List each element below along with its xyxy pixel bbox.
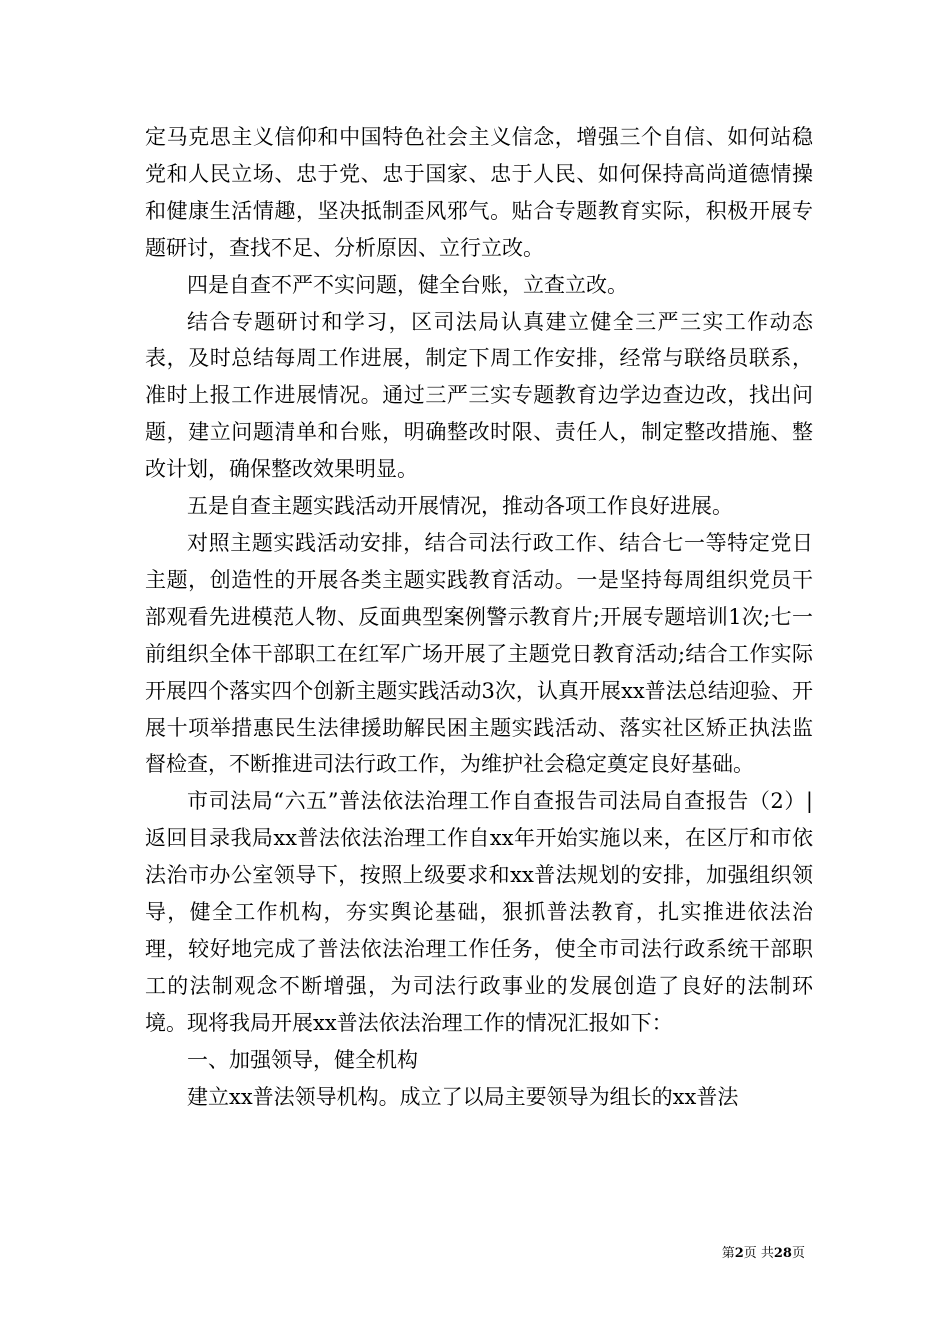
paragraph-heading-four: 四是自查不严不实问题，健全台账，立查立改。	[187, 272, 628, 297]
section-heading: 一、加强领导，健全机构	[187, 1047, 418, 1072]
footer-prefix: 第	[721, 1246, 735, 1261]
paragraph-continuation: 定马克思主义信仰和中国特色社会主义信念，增强三个自信、如何站稳党和人民立场、忠于党、忠于国家、忠于人民、如何保持高尚道德情操和健康生活情趣，坚决抵制歪风邪气。贴合专题教育实际，积极开展专题研讨，查找不足、分析原因、立行立改。	[145, 125, 813, 260]
paragraph-report-intro: 市司法局“六五”普法依法治理工作自查报告司法局自查报告（2）|返回目录我局xx普法依法治理工作自xx年开始实施以来，在区厅和市依法治市办公室领导下，按照上级要求和xx普法规划的安排，加强组织领导，健全工作机构，夯实舆论基础，狠抓普法教育，扎实推进依法治理，较好地完成了普法依法治理工作任务，使全市司法行政系统干部职工的法制观念不断增强，为司法行政事业的发展创造了良好的法制环境。现将我局开展xx普法依法治理工作的情况汇报如下：	[145, 789, 813, 1035]
footer-suffix: 页	[791, 1246, 805, 1261]
paragraph: 建立xx普法领导机构。成立了以局主要领导为组长的xx普法	[187, 1084, 739, 1109]
page-number-footer	[722, 1246, 805, 1262]
current-page-number: 2	[734, 1246, 744, 1261]
document-body	[145, 119, 813, 1115]
paragraph-heading-five: 五是自查主题实践活动开展情况，推动各项工作良好进展。	[187, 494, 733, 519]
footer-middle: 页 共	[743, 1246, 774, 1261]
paragraph: 对照主题实践活动安排，结合司法行政工作、结合七一等特定党日主题，创造性的开展各类主题实践教育活动。一是坚持每周组织党员干部观看先进模范人物、反面典型案例警示教育片;开展专题培训1次;七一前组织全体干部职工在红军广场开展了主题党日教育活动;结合工作实际开展四个落实四个创新主题实践活动3次，认真开展xx普法总结迎验、开展十项举措惠民生法律援助解民困主题实践活动、落实社区矫正执法监督检查，不断推进司法行政工作，为维护社会稳定奠定良好基础。	[145, 530, 813, 777]
paragraph: 结合专题研讨和学习，区司法局认真建立健全三严三实工作动态表，及时总结每周工作进展，制定下周工作安排，经常与联络员联系，准时上报工作进展情况。通过三严三实专题教育边学边查边改，找出问题，建立问题清单和台账，明确整改时限、责任人，制定整改措施、整改计划，确保整改效果明显。	[145, 309, 813, 482]
total-pages-number: 28	[773, 1246, 792, 1261]
